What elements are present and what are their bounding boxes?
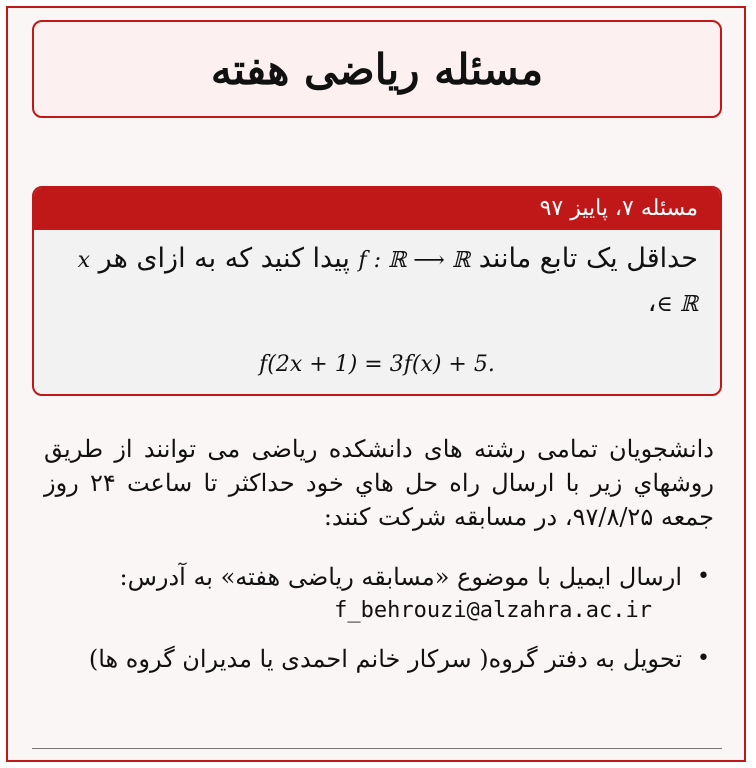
math-domain: x ∈ ℝ — [77, 248, 698, 317]
bottom-divider — [32, 748, 722, 749]
problem-text-3: ، — [647, 287, 657, 318]
bullet-icon: • — [697, 646, 710, 671]
list-item — [44, 642, 714, 676]
page-title: مسئله ریاضی هفته — [210, 44, 544, 94]
problem-header: مسئله ۷، پاییز ۹۷ — [34, 188, 720, 230]
problem-box — [32, 186, 722, 396]
email-address[interactable]: f_behrouzi@alzahra.ac.ir — [334, 598, 652, 623]
math-function: f : ℝ ⟶ ℝ — [358, 248, 471, 273]
page-frame — [6, 6, 746, 762]
problem-text-1: حداقل یک تابع مانند — [478, 243, 698, 274]
equation: f(2x + 1) = 3f(x) + 5. — [259, 352, 495, 377]
problem-text-2: پیدا کنید که به ازای هر — [98, 243, 350, 274]
list-item-text: تحویل به دفتر گروه( سرکار خانم احمدی یا مدیران گروه ها) — [88, 645, 682, 673]
list-item-text: ارسال ایمیل با موضوع «مسابقه ریاضی هفته» به آدرس: — [119, 563, 682, 591]
title-box — [32, 20, 722, 118]
instructions-paragraph: دانشجویان تمامی رشته های دانشکده ریاضی می توانند از طریق روشهاي زیر با ارسال راه حل هاي خود حداکثر تا ساعت ۲۴ روز جمعه ۹۷/۸/۲۵، در مسابقه شرکت کنند: — [44, 435, 714, 531]
problem-statement — [34, 230, 720, 386]
list-item — [44, 560, 714, 628]
bullet-icon: • — [697, 564, 710, 589]
submission-methods-list — [44, 560, 714, 690]
